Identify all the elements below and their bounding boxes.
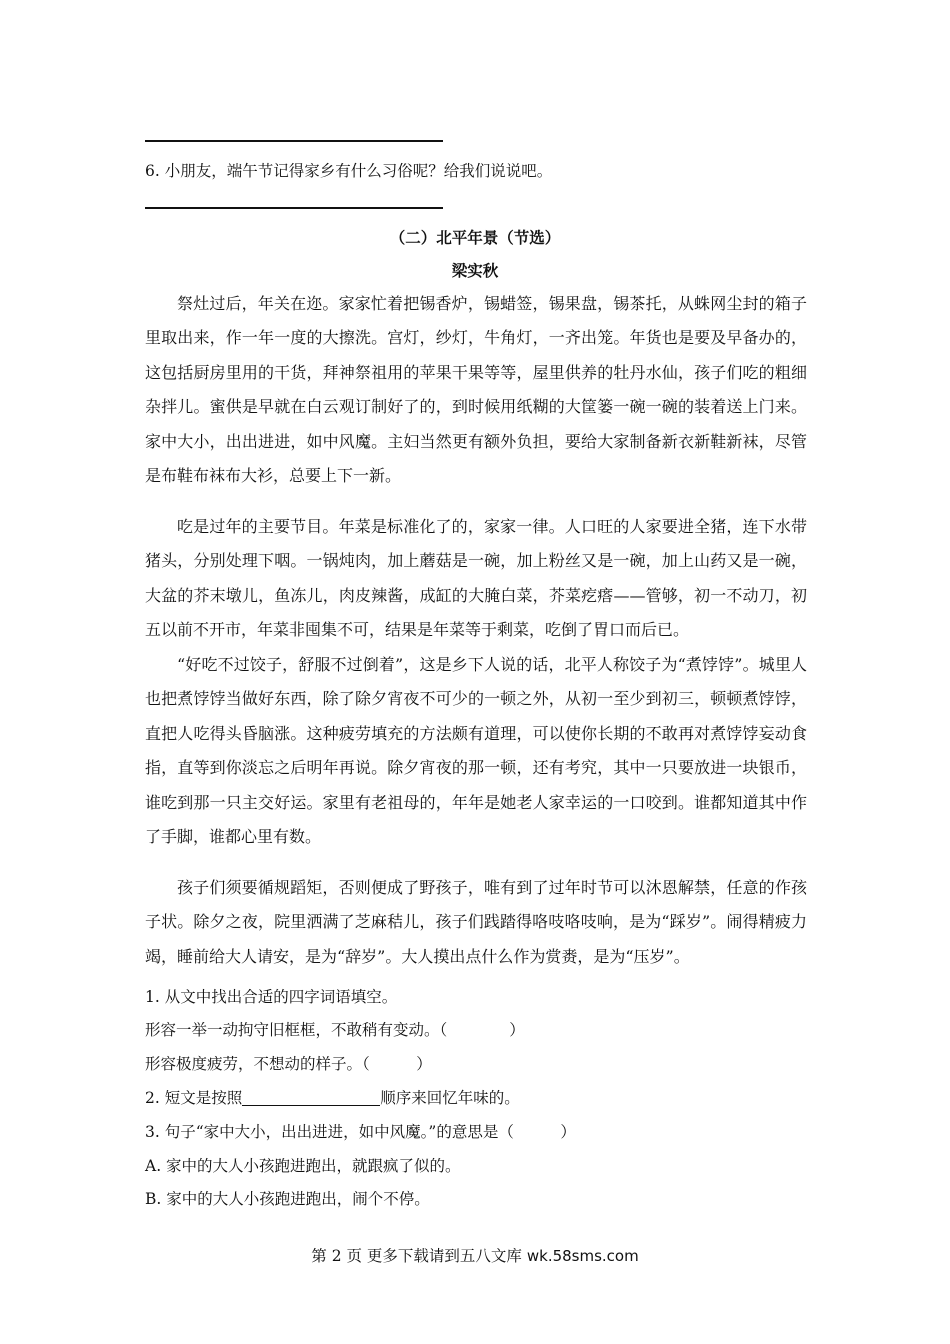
question-3: 3. 句子“家中大小，出出进进，如中风魔。”的意思是（ ） (145, 1123, 576, 1141)
fill-blank[interactable] (242, 1089, 380, 1106)
paragraph: “好吃不过饺子，舒服不过倒着”，这是乡下人说的话，北平人称饺子为“煮饽饽”。城里人也把煮饽饽当做好东西，除了除夕宵夜不可少的一顿之外，从初一至少到初三，顿顿煮饽饽，直把人吃得头昏脑涨。这种疲劳填充的方法颇有道理，可以使你长期的不敢再对煮饽饽妄动食指，直等到你淡忘之后明年再说。除夕宵夜的那一顿，还有考究，其中一只要放进一块银币，谁吃到那一只主交好运。家里有老祖母的，年年是她老人家幸运的一口咬到。谁都知道其中作了手脚，谁都心里有数。 (145, 655, 807, 847)
question-1: 1. 从文中找出合适的四字词语填空。 (145, 988, 398, 1006)
question-2-prefix: 2. 短文是按照 (145, 1089, 243, 1107)
footer-url[interactable]: wk.58sms.com (526, 1247, 639, 1265)
paragraph: 孩子们须要循规蹈矩，否则便成了野孩子，唯有到了过年时节可以沐恩解禁，任意的作孩子状。除夕之夜，院里洒满了芝麻秸儿，孩子们践踏得咯吱咯吱响，是为“踩岁”。闹得精疲力竭，睡前给大人请安，是为“辞岁”。大人摸出点什么作为赏赉，是为“压岁”。 (145, 878, 807, 966)
footer-text: 第 2 页 更多下载请到五八文库 (311, 1247, 527, 1265)
author: 梁实秋 (451, 261, 499, 280)
option-b: B. 家中的大人小孩跑进跑出，闹个不停。 (145, 1190, 430, 1208)
question-6: 6. 小朋友，端午节记得家乡有什么习俗呢？给我们说说吧。 (145, 162, 553, 180)
answer-line (145, 140, 443, 142)
question-1b: 形容极度疲劳，不想动的样子。（ ） (145, 1055, 432, 1073)
option-a: A. 家中的大人小孩跑进跑出，就跟疯了似的。 (145, 1157, 461, 1175)
answer-line (145, 207, 443, 209)
paragraph: 祭灶过后，年关在迩。家家忙着把锡香炉，锡蜡签，锡果盘，锡茶托，从蛛网尘封的箱子里取出来，作一年一度的大擦洗。宫灯，纱灯，牛角灯，一齐出笼。年货也是要及早备办的，这包括厨房里用的干货，拜神祭祖用的苹果干果等等，屋里供养的牡丹水仙，孩子们吃的粗细杂拌儿。蜜供是早就在白云观订制好了的，到时候用纸糊的大筐篓一碗一碗的装着送上门来。家中大小，出出进进，如中风魔。主妇当然更有额外负担，要给大家制备新衣新鞋新袜，尽管是布鞋布袜布大衫，总要上下一新。 (145, 294, 807, 486)
question-2-suffix: 顺序来回忆年味的。 (380, 1089, 520, 1107)
paragraph: 吃是过年的主要节目。年菜是标准化了的，家家一律。人口旺的人家要进全猪，连下水带猪头，分别处理下咽。一锅炖肉，加上蘑菇是一碗，加上粉丝又是一碗，加上山药又是一碗，大盆的芥末墩儿，鱼冻儿，肉皮辣酱，成缸的大腌白菜，芥菜疙瘩——管够，初一不动刀，初五以前不开市，年菜非囤集不可，结果是年菜等于剩菜，吃倒了胃口而后已。 (145, 517, 807, 640)
page-footer (0, 1246, 950, 1266)
section-title: （二）北平年景（节选） (389, 228, 561, 247)
question-2 (145, 1088, 520, 1108)
question-1a: 形容一举一动拘守旧框框，不敢稍有变动。（ ） (145, 1021, 525, 1039)
